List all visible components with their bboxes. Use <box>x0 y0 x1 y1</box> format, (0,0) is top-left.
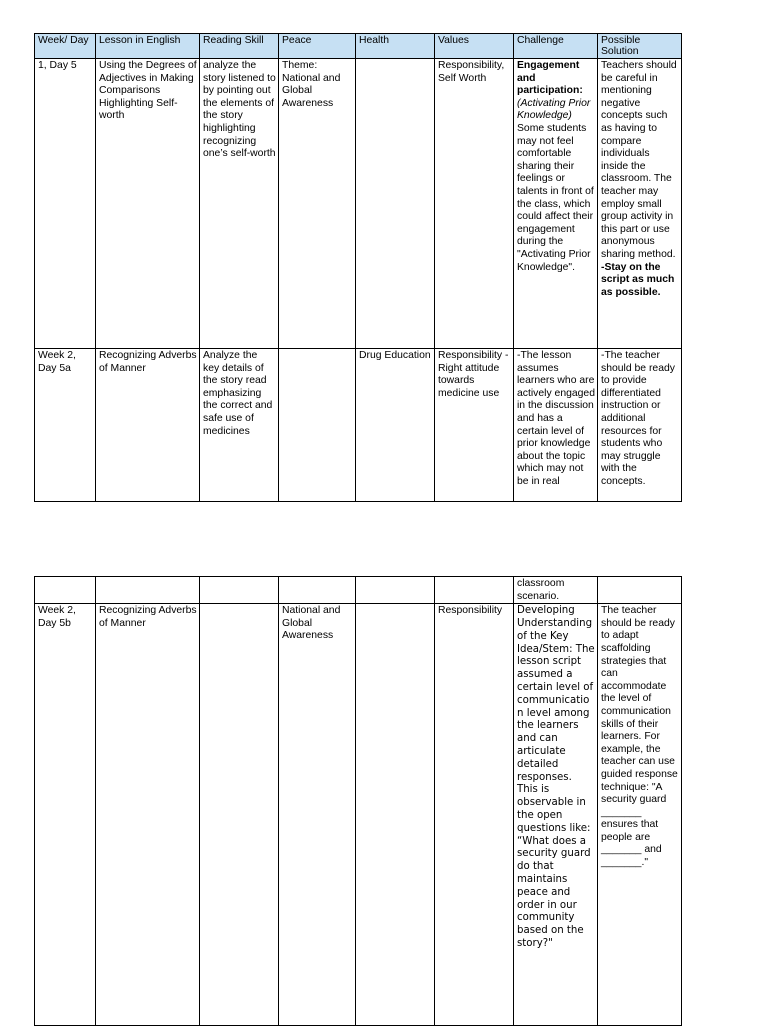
cell-lesson: Using the Degrees of Adjectives in Making Comparisons Highlighting Self-worth <box>96 59 200 349</box>
cell-possible-solution: The teacher should be ready to adapt scaffolding strategies that can accommodate the level of communication skills of their learners. For example, the teacher can use guided response technique: "A security guard _______ ensures that people are _______ and _______." <box>598 604 682 1026</box>
solution-emphasis: -Stay on the script as much as possible. <box>601 261 675 298</box>
cell-lesson: Recognizing Adverbs of Manner <box>96 604 200 1026</box>
cell-values: Responsibility <box>435 604 514 1026</box>
table-header-row <box>35 34 682 59</box>
cell-week-day: Week 2, Day 5a <box>35 349 96 502</box>
cell-peace: Theme: National and Global Awareness <box>279 59 356 349</box>
header-reading-skill: Reading Skill <box>200 34 279 59</box>
cell-possible-solution <box>598 59 682 349</box>
lesson-plan-table-page-2 <box>34 576 682 1026</box>
header-health: Health <box>356 34 435 59</box>
challenge-body: Some students may not feel comfortable sharing their feelings or talents in front of the class, which could affect their engagement during the "Activating Prior Knowledge". <box>517 122 594 273</box>
cell-reading-skill <box>200 604 279 1026</box>
header-lesson: Lesson in English <box>96 34 200 59</box>
cell-values: Responsibility, Self Worth <box>435 59 514 349</box>
solution-body: Teachers should be careful in mentioning negative concepts such as having to compare individuals inside the classroom. The teacher may employ small group activity in this part or use anonymous sharing method. <box>601 60 677 260</box>
cell-health <box>356 577 435 604</box>
challenge-title: Engagement and participation: <box>517 60 583 97</box>
cell-peace <box>279 577 356 604</box>
cell-values <box>435 577 514 604</box>
table-row <box>35 59 682 349</box>
table-row <box>35 349 682 502</box>
cell-challenge: classroom scenario. <box>514 577 598 604</box>
challenge-subtitle: (Activating Prior Knowledge) <box>517 97 591 122</box>
table-row-continuation <box>35 577 682 604</box>
cell-week-day: Week 2, Day 5b <box>35 604 96 1026</box>
cell-reading-skill: analyze the story listened to by pointing out the elements of the story highlighting recognizing one’s self-worth <box>200 59 279 349</box>
cell-health: Drug Education <box>356 349 435 502</box>
header-possible-solution: Possible Solution <box>598 34 682 59</box>
cell-week-day <box>35 577 96 604</box>
cell-peace: National and Global Awareness <box>279 604 356 1026</box>
cell-challenge: Developing Understanding of the Key Idea/Stem: The lesson script assumed a certain level of communication level among the learners and can articulate detailed responses. This is observable in the open questions like: “What does a security guard do that maintains peace and order in our community based on the story?" <box>514 604 598 1026</box>
header-week-day: Week/ Day <box>35 34 96 59</box>
cell-reading-skill <box>200 577 279 604</box>
header-values: Values <box>435 34 514 59</box>
cell-values: Responsibility - Right attitude towards medicine use <box>435 349 514 502</box>
cell-challenge <box>514 59 598 349</box>
cell-possible-solution: -The teacher should be ready to provide differentiated instruction or additional resources for students who may struggle with the concepts. <box>598 349 682 502</box>
header-peace: Peace <box>279 34 356 59</box>
header-challenge: Challenge <box>514 34 598 59</box>
cell-week-day: 1, Day 5 <box>35 59 96 349</box>
cell-reading-skill: Analyze the key details of the story read emphasizing the correct and safe use of medicines <box>200 349 279 502</box>
cell-possible-solution <box>598 577 682 604</box>
cell-peace <box>279 349 356 502</box>
cell-health <box>356 59 435 349</box>
lesson-plan-table-page-1 <box>34 33 682 502</box>
cell-lesson: Recognizing Adverbs of Manner <box>96 349 200 502</box>
cell-health <box>356 604 435 1026</box>
cell-lesson <box>96 577 200 604</box>
cell-challenge: -The lesson assumes learners who are actively engaged in the discussion and has a certain level of prior knowledge about the topic which may not be in real <box>514 349 598 502</box>
table-row <box>35 604 682 1026</box>
